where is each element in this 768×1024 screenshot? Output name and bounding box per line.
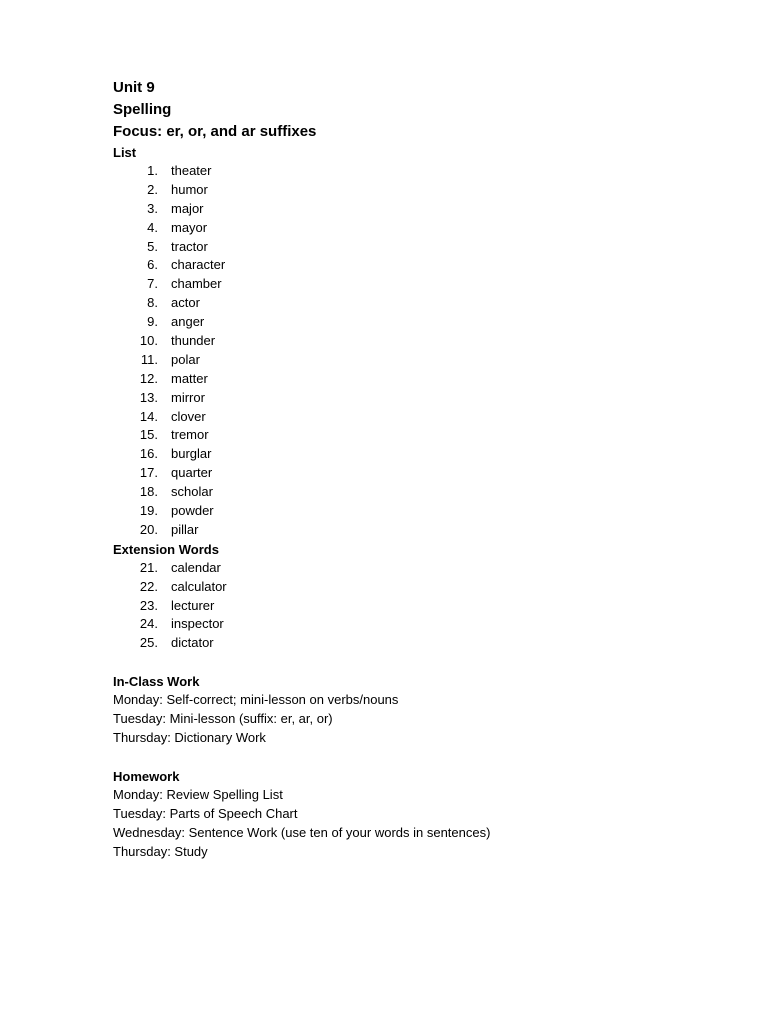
list-item-word: scholar — [171, 484, 213, 500]
homework-line: Tuesday: Parts of Speech Chart — [113, 805, 298, 821]
list-item-number: 16. — [139, 446, 158, 462]
list-item — [113, 370, 733, 389]
list-item-word: mayor — [171, 219, 208, 235]
list-item-word: inspector — [171, 616, 224, 632]
list-item-word: tremor — [171, 427, 209, 443]
list-item — [113, 483, 733, 502]
list-item-word: tractor — [171, 238, 208, 254]
section-gap — [113, 653, 733, 672]
list-item-number: 15. — [139, 427, 158, 443]
list-item — [113, 408, 733, 427]
list-item-word: major — [171, 200, 204, 216]
in-class-list — [113, 691, 733, 748]
homework-line: Monday: Review Spelling List — [113, 786, 283, 802]
list-item — [113, 464, 733, 483]
list-item-word: thunder — [171, 333, 216, 349]
list-item-word: burglar — [171, 446, 212, 462]
list-item-number: 1. — [147, 163, 158, 178]
in-class-line: Tuesday: Mini-lesson (suffix: er, ar, or) — [113, 711, 333, 727]
homework-list — [113, 786, 733, 862]
list-item-number: 3. — [147, 200, 158, 216]
list-item-number: 20. — [139, 521, 158, 537]
list-item — [113, 502, 733, 521]
list-item-number: 17. — [139, 465, 158, 481]
list-item-number: 25. — [139, 635, 158, 651]
list-item-word: mirror — [171, 389, 205, 405]
list-item-number: 23. — [139, 597, 158, 613]
list-item — [113, 256, 733, 275]
list-heading: List — [113, 145, 137, 160]
list-item-word: clover — [171, 408, 206, 424]
subject-title: Spelling — [113, 101, 172, 118]
list-item — [113, 332, 733, 351]
list-item — [113, 615, 733, 634]
in-class-line: Thursday: Dictionary Work — [113, 730, 266, 746]
list-item-word: powder — [171, 503, 214, 519]
list-item — [113, 389, 733, 408]
unit-title: Unit 9 — [113, 79, 155, 96]
list-item-number: 22. — [139, 578, 158, 594]
list-item-word: matter — [171, 370, 208, 386]
list-item-word: character — [171, 257, 226, 273]
list-item-number: 5. — [147, 238, 158, 254]
list-item — [113, 559, 733, 578]
list-item-number: 7. — [147, 276, 158, 292]
list-item-number: 19. — [139, 503, 158, 519]
list-item — [113, 578, 733, 597]
list-item-word: humor — [171, 181, 208, 197]
list-item-number: 14. — [139, 408, 158, 424]
list-item-word: pillar — [171, 521, 199, 537]
list-item — [113, 597, 733, 616]
list-item — [113, 275, 733, 294]
list-item-word: calculator — [171, 578, 227, 594]
extension-list — [113, 559, 733, 653]
in-class-heading: In-Class Work — [113, 674, 200, 690]
list-item-word: calendar — [171, 559, 221, 575]
list-item-number: 24. — [139, 616, 158, 632]
list-item-number: 12. — [139, 370, 158, 386]
list-item — [113, 521, 733, 540]
list-item-number: 4. — [147, 219, 158, 235]
list-item-word: quarter — [171, 465, 213, 481]
list-item — [113, 426, 733, 445]
list-item-number: 10. — [139, 333, 158, 349]
list-item-word: anger — [171, 314, 205, 330]
spelling-list — [113, 162, 733, 540]
list-item-number: 9. — [147, 314, 158, 330]
list-item-word: lecturer — [171, 597, 215, 613]
extension-heading: Extension Words — [113, 541, 219, 557]
homework-line: Wednesday: Sentence Work (use ten of your words in sentences) — [113, 824, 491, 840]
in-class-line: Monday: Self-correct; mini-lesson on verbs/nouns — [113, 692, 399, 708]
list-item — [113, 181, 733, 200]
list-item — [113, 200, 733, 219]
list-item-word: chamber — [171, 276, 222, 292]
list-item — [113, 238, 733, 257]
focus-title: Focus: er, or, and ar suffixes — [113, 123, 317, 140]
list-item — [113, 445, 733, 464]
list-item-word: polar — [171, 351, 200, 367]
list-item-number: 2. — [147, 181, 158, 197]
list-item-number: 6. — [147, 257, 158, 273]
list-item-number: 18. — [139, 484, 158, 500]
homework-heading: Homework — [113, 768, 180, 784]
list-item — [113, 219, 733, 238]
list-item-number: 11. — [140, 351, 158, 367]
list-item — [113, 294, 733, 313]
list-item — [113, 351, 733, 370]
list-item-word: actor — [171, 295, 200, 311]
document-page — [113, 77, 733, 862]
list-item-number: 8. — [147, 295, 158, 311]
homework-line: Thursday: Study — [113, 843, 208, 859]
list-item — [113, 313, 733, 332]
list-item-number: 21. — [139, 559, 158, 575]
list-item-word: theater — [171, 163, 212, 178]
list-item — [113, 634, 733, 653]
list-item-word: dictator — [171, 635, 214, 651]
list-item-number: 13. — [139, 389, 158, 405]
list-item — [113, 162, 733, 181]
section-gap — [113, 748, 733, 767]
